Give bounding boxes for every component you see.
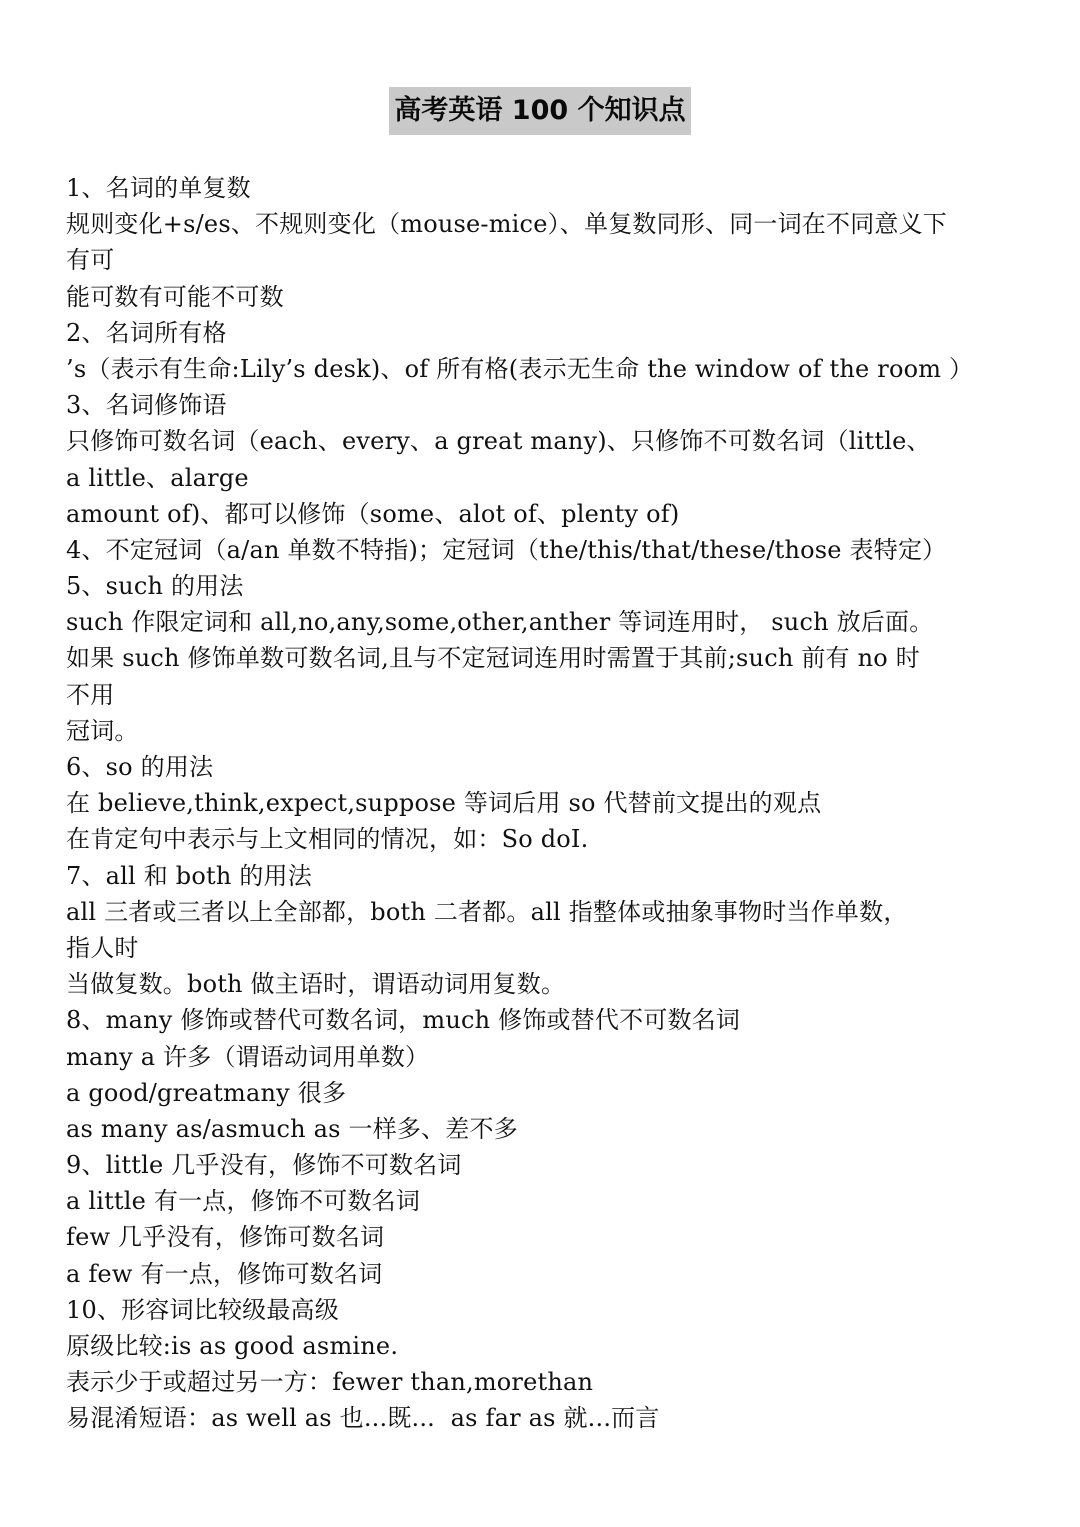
text-line: 3、名词修饰语 — [66, 391, 227, 420]
text-line: 易混淆短语：as well as 也...既... as far as 就...而言 — [66, 1404, 660, 1433]
text-line: 不用 — [66, 680, 115, 709]
text-line: 7、all 和 both 的用法 — [66, 861, 312, 890]
text-line: such 作限定词和 all,no,any,some,other,anther 等词连用时， such 放后面。 — [66, 608, 934, 637]
text-line: a little、alarge — [66, 463, 249, 492]
text-line: 9、little 几乎没有，修饰不可数名词 — [66, 1151, 462, 1180]
text-line: 6、so 的用法 — [66, 753, 214, 781]
text-line: 在肯定句中表示与上文相同的情况，如：So doI. — [66, 825, 589, 854]
text-line: 指人时 — [66, 933, 139, 962]
text-line: a few 有一点，修饰可数名词 — [66, 1259, 383, 1288]
text-line: as many as/asmuch as 一样多、差不多 — [66, 1114, 518, 1143]
text-line: ’s（表示有生命:Lily’s desk)、of 所有格(表示无生命 the window of the room ） — [66, 354, 974, 383]
text-line: 当做复数。both 做主语时，谓语动词用复数。 — [66, 970, 566, 999]
title-container — [0, 87, 1080, 135]
document-body — [66, 170, 1026, 1437]
text-line: 10、形容词比较级最高级 — [66, 1295, 339, 1324]
text-line: 规则变化+s/es、不规则变化（mouse-mice）、单复数同形、同一词在不同意义下 — [66, 210, 948, 239]
text-line: 8、many 修饰或替代可数名词，much 修饰或替代不可数名词 — [66, 1006, 741, 1035]
text-line: a good/greatmany 很多 — [66, 1078, 347, 1107]
text-line: 如果 such 修饰单数可数名词,且与不定冠词连用时需置于其前;such 前有 no 时 — [66, 644, 920, 673]
text-line: 有可 — [66, 246, 115, 275]
text-line: 1、名词的单复数 — [66, 174, 251, 202]
text-line: 4、不定冠词（a/an 单数不特指)；定冠词（the/this/that/these/those 表特定） — [66, 535, 947, 564]
text-line: 只修饰可数名词（each、every、a great many)、只修饰不可数名词（little、 — [66, 427, 931, 456]
text-line: 原级比较:is as good asmine. — [66, 1332, 399, 1360]
text-line: amount of)、都可以修饰（some、alot of、plenty of) — [66, 499, 680, 528]
page-title: 高考英语 100 个知识点 — [389, 87, 690, 135]
text-line: 能可数有可能不可数 — [66, 282, 284, 311]
text-line: a little 有一点，修饰不可数名词 — [66, 1187, 421, 1216]
text-line: all 三者或三者以上全部都，both 二者都。all 指整体或抽象事物时当作单数， — [66, 897, 908, 926]
text-line: 表示少于或超过另一方：fewer than,morethan — [66, 1368, 594, 1397]
text-line: few 几乎没有，修饰可数名词 — [66, 1223, 385, 1252]
text-line: 2、名词所有格 — [66, 318, 227, 347]
text-line: 冠词。 — [66, 716, 139, 745]
text-line: many a 许多（谓语动词用单数） — [66, 1042, 430, 1071]
text-line: 在 believe,think,expect,suppose 等词后用 so 代替前文提出的观点 — [66, 789, 822, 818]
text-line: 5、such 的用法 — [66, 572, 244, 601]
